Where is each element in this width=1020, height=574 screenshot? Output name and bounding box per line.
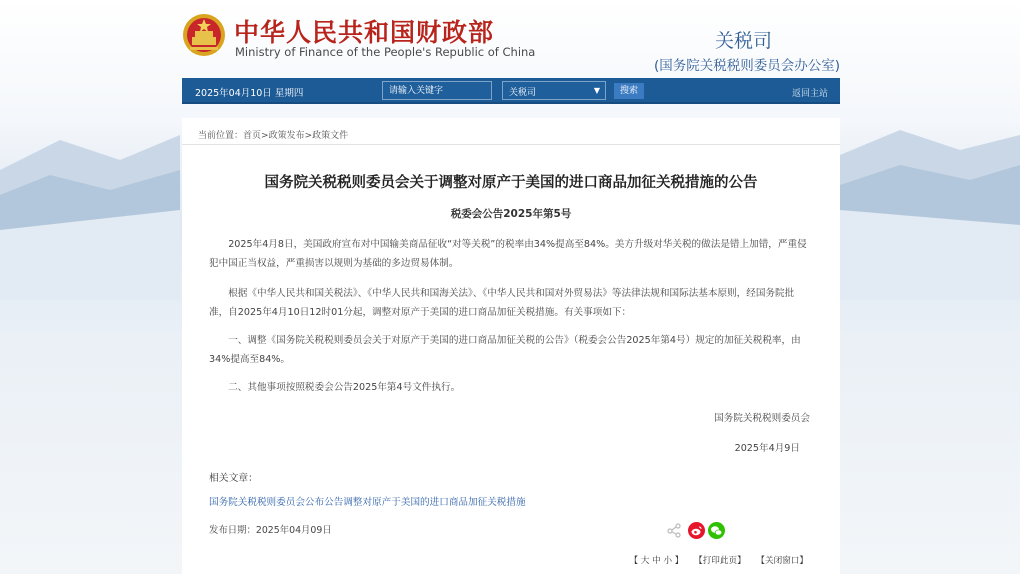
related-articles-heading: 相关文章：: [209, 473, 258, 484]
department-subtitle: (国务院关税税则委员会办公室): [653, 58, 840, 74]
search-input[interactable]: [382, 81, 492, 100]
article-paragraph: 根据《中华人民共和国关税法》、《中华人民共和国海关法》、《中华人民共和国对外贸易法》等法律法规和国际法基本原则，经国务院批准，自2025年4月10日12时01分起，调整对原产于美国的进口商品加征关税措施。有关事项如下：: [209, 288, 795, 318]
nav-bar: [182, 78, 840, 104]
document-number: 税委会公告2025年第5号: [450, 208, 572, 220]
ministry-title-cn[interactable]: 中华人民共和国财政部: [234, 18, 495, 47]
article-paragraph: 2025年4月8日，美国政府宣布对中国输美商品征收“对等关税”的税率由34%提高至84%。美方升级对华关税的做法是错上加错，严重侵犯中国正当权益，严重损害以规则为基础的多边贸易体制。: [209, 239, 807, 269]
publish-date: 发布日期：2025年04月09日: [209, 525, 332, 536]
wechat-icon[interactable]: [708, 522, 725, 539]
article-panel: [182, 118, 840, 574]
site-header: [180, 0, 840, 76]
page-tools: [621, 554, 808, 566]
article-paragraph: 二、其他事项按照税委会公告2025年第4号文件执行。: [228, 382, 461, 393]
breadcrumb-separator: >: [304, 131, 313, 141]
breadcrumb-policy-release[interactable]: 政策发布: [268, 131, 305, 141]
close-window-button[interactable]: 【关闭窗口】: [756, 556, 808, 566]
search-scope-select[interactable]: [502, 81, 606, 100]
divider: [182, 144, 840, 145]
national-emblem-icon: [182, 12, 226, 58]
chevron-down-icon: ▼: [593, 86, 600, 95]
weibo-icon[interactable]: [688, 522, 705, 539]
article-title: 国务院关税税则委员会关于调整对原产于美国的进口商品加征关税措施的公告: [264, 175, 758, 191]
search-scope-value: 关税司: [509, 88, 537, 98]
current-date: 2025年04月10日 星期四: [195, 88, 304, 99]
department-name: 关税司: [714, 30, 772, 52]
ministry-title-en: Ministry of Finance of the People's Republic of China: [235, 45, 536, 59]
article-paragraph: 一、调整《国务院关税税则委员会关于对原产于美国的进口商品加征关税的公告》（税委会公告2025年第4号）规定的加征关税税率，由34%提高至84%。: [209, 335, 801, 365]
breadcrumb-label: 当前位置：: [198, 131, 244, 141]
share-icon[interactable]: [666, 522, 683, 539]
breadcrumb-policy-docs[interactable]: 政策文件: [312, 131, 349, 141]
signature-organization: 国务院关税税则委员会: [714, 413, 810, 424]
breadcrumb-separator: >: [261, 131, 269, 141]
return-main-site-link[interactable]: 返回主站: [791, 89, 828, 99]
related-article-link[interactable]: 国务院关税税则委员会公布公告调整对原产于美国的进口商品加征关税措施: [209, 497, 526, 508]
breadcrumb-home[interactable]: 首页: [243, 131, 262, 141]
search-button[interactable]: 搜索: [614, 83, 644, 99]
signature-date: 2025年4月9日: [734, 443, 800, 454]
font-size-control[interactable]: 【 大 中 小 】: [629, 556, 684, 566]
breadcrumb: [198, 128, 348, 141]
print-page-button[interactable]: 【打印此页】: [694, 556, 746, 566]
